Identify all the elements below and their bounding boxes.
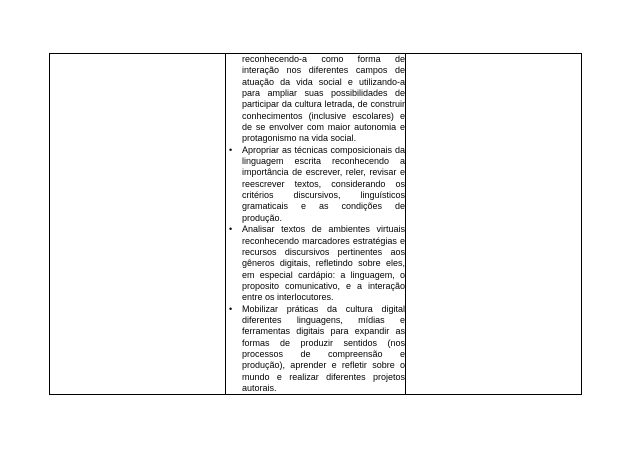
left-cell xyxy=(50,54,226,395)
bullet-icon: • xyxy=(229,224,233,235)
list-item xyxy=(226,224,405,303)
content-table xyxy=(49,53,582,395)
objectives-cell xyxy=(226,54,406,395)
objectives-list xyxy=(226,145,405,395)
list-item-text: Apropriar as técnicas composicionais da linguagem escrita reconhecendo a importância de escrever, reler, revisar e reescrever textos, considerando os critérios discursivos, linguísticos gramaticais e as condições de produção. xyxy=(242,144,405,223)
list-item xyxy=(226,145,405,224)
continuation-text: reconhecendo-a como forma de interação nos diferentes campos de atuação da vida social e utilizando-a para ampliar suas possibilidades de participar da cultura letrada, de construir conhecimentos (inclusive escolares) e de se envolver com maior autonomia e protagonismo na vida social. xyxy=(242,54,405,144)
table-row xyxy=(50,54,582,395)
list-item xyxy=(226,304,405,395)
bullet-icon: • xyxy=(229,303,233,314)
list-item-text: Mobilizar práticas da cultura digital diferentes linguagens, mídias e ferramentas digitais para expandir as formas de produzir sentidos (nos processos de compreensão e produção), aprender e refletir sobre o mundo e realizar diferentes projetos autorais. xyxy=(242,303,405,393)
list-item-text: Analisar textos de ambientes virtuais reconhecendo marcadores estratégias e recursos discursivos pertinentes aos gêneros digitais, refletindo sobre eles, em especial cardápio: a linguagem, o proposito comunicativo, e a interação entre os interlocutores. xyxy=(242,224,405,303)
right-cell xyxy=(406,54,582,395)
bullet-icon: • xyxy=(229,144,233,155)
